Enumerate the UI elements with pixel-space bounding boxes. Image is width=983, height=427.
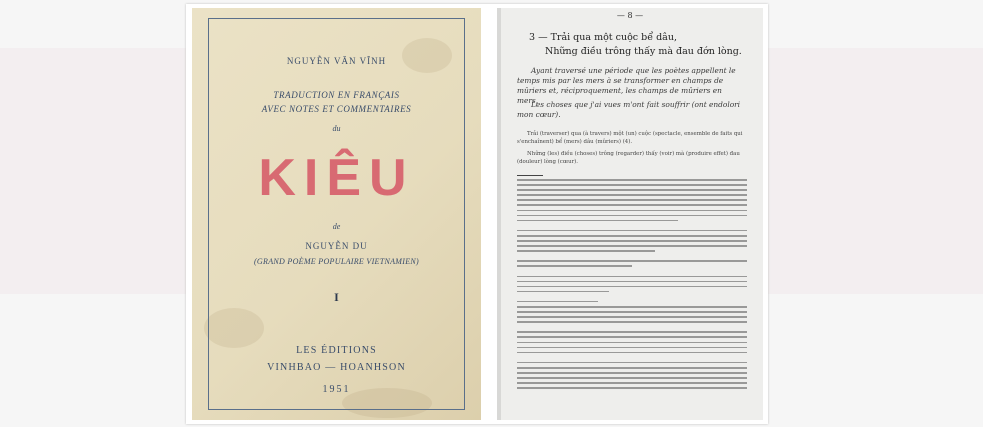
cover-de: de — [332, 222, 341, 231]
notes-section — [517, 179, 747, 392]
verse-line-1: 3 — Trải qua một cuộc bể dâu, — [529, 32, 677, 43]
page-edge — [497, 8, 501, 420]
french-translation-paragraph-1: Ayant traversé une période que les poètes appellent le temps mis par les mers à se transformer en champs de mûriers et, réciproquement, les champs de mûriers en mers, — [517, 66, 736, 105]
page-number: — 8 — — [616, 11, 644, 20]
word-gloss-1: Trải (traverser) qua (à travers) một (un) cuộc (spectacle, ensemble de faits qui s'enchaînent) bể (mers) dâu (mûriers) (4). — [517, 131, 743, 145]
french-translation-paragraph-2: Les choses que j'ai vues m'ont fait souffrir (ont endolori mon cœur). — [517, 100, 741, 119]
book-cover — [192, 8, 481, 420]
cover-volume: I — [334, 290, 339, 304]
cover-publisher-line1: LES ÉDITIONS — [296, 345, 377, 356]
cover-translation-line1: TRADUCTION EN FRANÇAIS — [273, 90, 400, 100]
scanned-page — [497, 8, 763, 420]
cover-title: KIÊU — [258, 149, 415, 207]
notes-divider — [517, 175, 543, 176]
cover-du: du — [332, 124, 341, 133]
cover-author: NGUYỄN VĂN VĨNH — [286, 56, 387, 66]
cover-poet: NGUYỄN DU — [305, 241, 368, 251]
verse-line-2: Những điều trông thấy mà đau đớn lòng. — [545, 46, 742, 57]
cover-poem-subtitle: (GRAND POÈME POPULAIRE VIETNAMIEN) — [253, 257, 420, 266]
word-gloss-2: Những (les) điều (choses) trông (regarder) thấy (voir) mà (produire effet) đau (douleur) lòng (cœur). — [517, 151, 740, 165]
cover-publisher-line2: VINHBAO — HOANHSON — [267, 362, 406, 373]
cover-year: 1951 — [322, 384, 351, 395]
cover-translation-line2: AVEC NOTES ET COMMENTAIRES — [261, 104, 412, 114]
